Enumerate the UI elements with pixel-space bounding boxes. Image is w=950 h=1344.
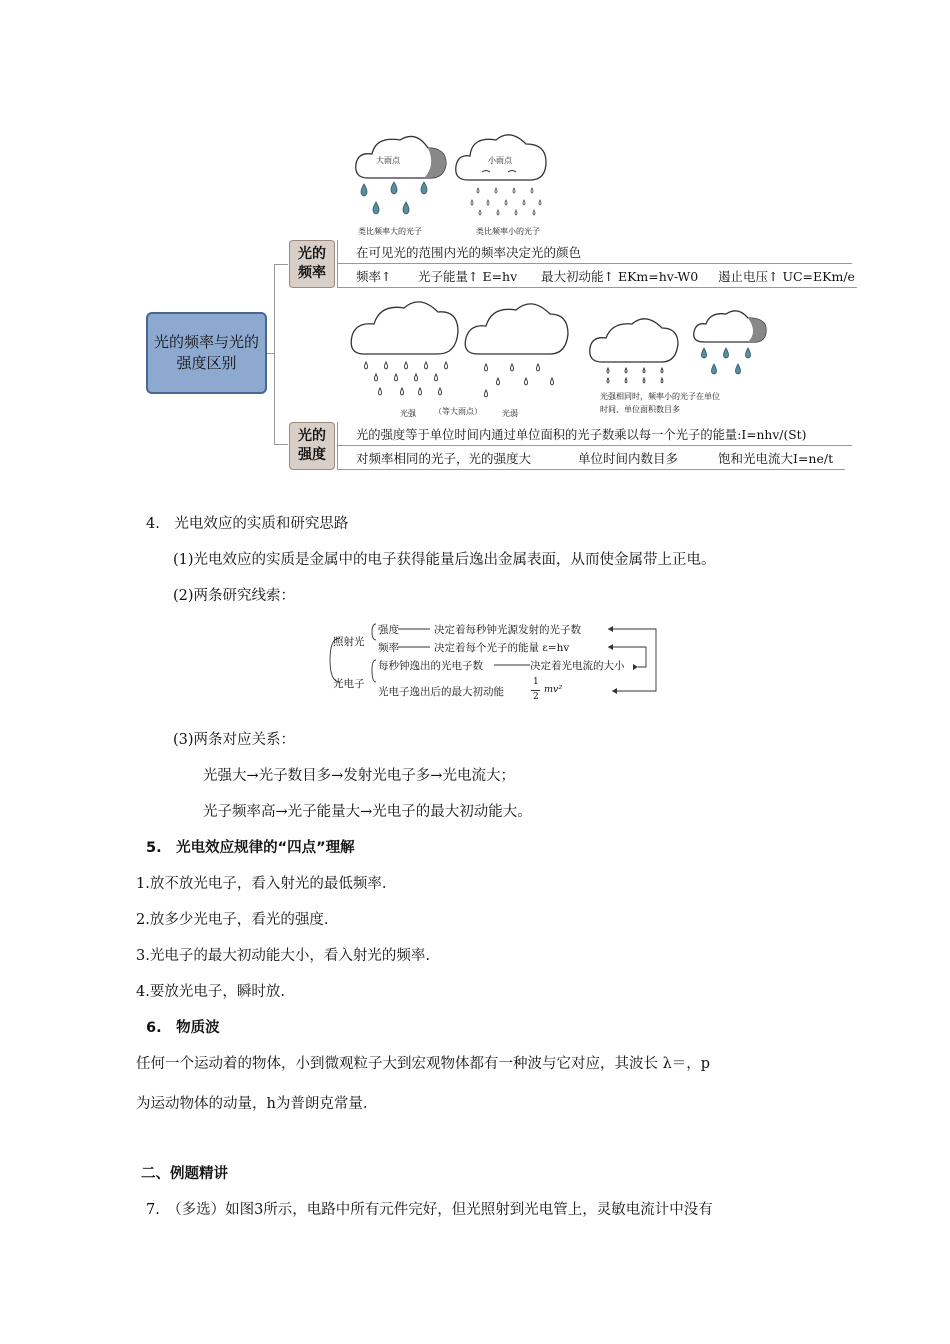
section-5-item-2: 2.放多少光电子，看光的强度. bbox=[136, 912, 329, 928]
intensity-row-2-c: 饱和光电流大I=ne/t bbox=[718, 451, 834, 466]
intensity-row-1: 光的强度等于单位时间内通过单位面积的光子数乘以每一个光子的能量:I=nhv/(St) bbox=[356, 428, 807, 442]
bracket-line bbox=[337, 240, 338, 288]
freq-row-2-a: 频率↑ bbox=[356, 269, 392, 284]
bracket-line bbox=[337, 422, 338, 470]
section-4-title: 4. 光电效应的实质和研究思路 bbox=[146, 516, 349, 532]
branch-intensity: 光的强度 bbox=[289, 422, 335, 470]
freq-row-2-c: 最大初动能↑ EKm=hv-W0 bbox=[541, 269, 699, 284]
diagram-r4b: mv² bbox=[544, 684, 563, 695]
section-4-p3: (3)两条对应关系： bbox=[173, 732, 296, 748]
row-divider bbox=[337, 263, 852, 264]
freq-row-2-b: 光子能量↑ E=hv bbox=[418, 269, 518, 284]
question-7: 7. （多选）如图3所示，电路中所有元件完好，但光照射到光电管上，灵敏电流计中没有 bbox=[146, 1202, 713, 1218]
caption: 光弱 bbox=[502, 409, 518, 418]
section-4-p4: 光强大→光子数目多→发射光电子多→光电流大； bbox=[203, 768, 515, 784]
frac-denominator: 2 bbox=[533, 692, 539, 702]
caption: 类比频率大的光子 bbox=[358, 227, 422, 236]
branch-frequency: 光的频率 bbox=[289, 240, 335, 288]
section-6-title: 6. 物质波 bbox=[146, 1020, 220, 1036]
section-6-p2: 为运动物体的动量，h为普朗克常量. bbox=[136, 1096, 368, 1112]
intensity-row-2-b: 单位时间内数目多 bbox=[578, 451, 679, 466]
freq-row-1: 在可见光的范围内光的频率决定光的颜色 bbox=[356, 245, 582, 260]
caption: 大雨点 bbox=[376, 156, 400, 165]
frac-numerator: 1 bbox=[533, 677, 539, 687]
diagram-r1b: 决定着每秒钟光源发射的光子数 bbox=[434, 624, 581, 636]
cloud-icon bbox=[465, 304, 568, 354]
section-4-p2: (2)两条研究线索： bbox=[173, 588, 296, 604]
section-5-item-1: 1.放不放光电子，看入射光的最低频率. bbox=[136, 876, 387, 892]
diagram-r2a: 频率 bbox=[378, 642, 399, 654]
diagram-r4a: 光电子逸出后的最大初动能 bbox=[378, 686, 504, 698]
caption: （等大雨点） bbox=[434, 407, 482, 416]
connector bbox=[274, 444, 288, 445]
group-electron: 光电子 bbox=[333, 678, 365, 690]
connector bbox=[274, 264, 288, 265]
caption: 光强 bbox=[400, 409, 416, 418]
section-6-p1: 任何一个运动着的物体，小到微观粒子大到宏观物体都有一种波与它对应，其波长 λ＝，p bbox=[136, 1056, 711, 1072]
freq-row-2-d: 遏止电压↑ UC=EKm/e bbox=[718, 269, 855, 284]
caption: 类比频率小的光子 bbox=[476, 227, 540, 236]
row-divider bbox=[337, 469, 845, 470]
examples-title: 二、例题精讲 bbox=[141, 1166, 228, 1182]
diagram-r3a: 每秒钟逸出的光电子数 bbox=[378, 660, 483, 672]
big-drop-cloud-icon bbox=[356, 136, 446, 214]
small-drop-cloud-icon bbox=[456, 135, 546, 215]
caption: 时间、单位面积数目多 bbox=[600, 405, 680, 414]
caption: 光强相同时，频率小的光子在单位 bbox=[600, 392, 720, 401]
cloud-icon bbox=[351, 302, 458, 354]
diagram-r2b: 决定着每个光子的能量 ε=hv bbox=[434, 642, 570, 654]
section-4-p1: (1)光电效应的实质是金属中的电子获得能量后逸出金属表面，从而使金属带上正电。 bbox=[173, 552, 716, 568]
connector bbox=[274, 264, 275, 444]
group-light: 照射光 bbox=[333, 636, 365, 648]
diagram-r3b: 决定着光电流的大小 bbox=[530, 660, 625, 672]
cloud-icon bbox=[590, 319, 678, 362]
row-divider bbox=[337, 287, 857, 288]
frac-bar bbox=[531, 690, 540, 691]
section-5-title: 5. 光电效应规律的“四点”理解 bbox=[146, 840, 355, 856]
row-divider bbox=[337, 445, 852, 446]
diagram-r1a: 强度 bbox=[378, 624, 399, 636]
section-5-item-3: 3.光电子的最大初动能大小，看入射光的频率. bbox=[136, 948, 430, 964]
caption: 小雨点 bbox=[488, 156, 512, 165]
section-4-p5: 光子频率高→光子能量大→光电子的最大初动能大。 bbox=[203, 804, 532, 820]
rain-clouds-top bbox=[350, 130, 560, 238]
intensity-row-2-a: 对频率相同的光子，光的强度大 bbox=[356, 451, 532, 466]
section-5-item-4: 4.要放光电子，瞬时放. bbox=[136, 984, 285, 1000]
root-node: 光的频率与光的强度区别 bbox=[146, 312, 267, 394]
